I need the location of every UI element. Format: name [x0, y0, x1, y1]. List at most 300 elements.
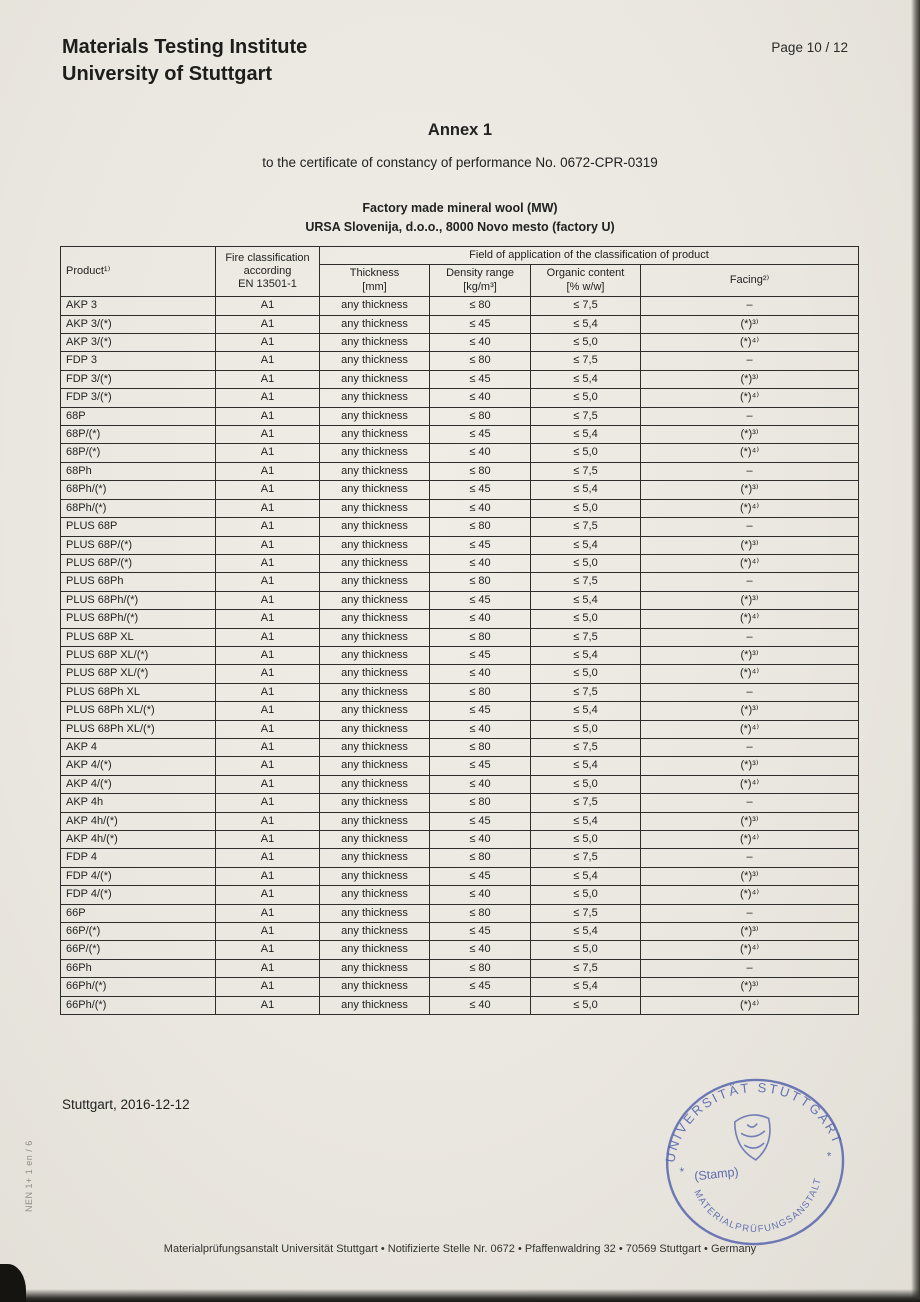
- thickness-cell: any thickness: [320, 297, 430, 315]
- table-row: [61, 996, 859, 1014]
- product-cell: 68Ph/(*): [61, 481, 216, 499]
- density-cell: ≤ 40: [430, 389, 531, 407]
- table-row: [61, 886, 859, 904]
- organic-content-cell: ≤ 5,4: [531, 923, 641, 941]
- stamp: [646, 1058, 864, 1264]
- product-cell: 68Ph/(*): [61, 499, 216, 517]
- product-cell: 68P/(*): [61, 444, 216, 462]
- footer-address: Materialprüfungsanstalt Universität Stuttgart • Notifizierte Stelle Nr. 0672 • Pfaffenwaldring 32 • 70569 Stuttgart • Germany: [163, 1243, 757, 1255]
- organic-content-cell: ≤ 5,4: [531, 481, 641, 499]
- organic-content-cell: ≤ 7,5: [531, 518, 641, 536]
- density-cell: ≤ 45: [430, 923, 531, 941]
- table-caption-line2: URSA Slovenija, d.o.o., 8000 Novo mesto (factory U): [305, 219, 615, 234]
- facing-cell: (*)⁴⁾: [641, 886, 859, 904]
- thickness-cell: any thickness: [320, 886, 430, 904]
- organic-content-cell: ≤ 7,5: [531, 297, 641, 315]
- organic-content-cell: ≤ 5,4: [531, 978, 641, 996]
- thickness-cell: any thickness: [320, 757, 430, 775]
- density-cell: ≤ 40: [430, 775, 531, 793]
- thickness-cell: any thickness: [320, 389, 430, 407]
- fire-header-line1: Fire classification: [225, 251, 310, 264]
- institute-name: [62, 34, 307, 88]
- facing-cell: –: [641, 462, 859, 480]
- density-cell: ≤ 45: [430, 702, 531, 720]
- fire-class-cell: A1: [216, 352, 320, 370]
- col-header-field-of-application: Field of application of the classification of product: [320, 247, 859, 265]
- table-row: [61, 904, 859, 922]
- facing-cell: (*)⁴⁾: [641, 389, 859, 407]
- stamp-center-label: (Stamp): [693, 1164, 740, 1184]
- organic-content-cell: ≤ 7,5: [531, 904, 641, 922]
- facing-cell: –: [641, 407, 859, 425]
- density-cell: ≤ 45: [430, 536, 531, 554]
- table-row: [61, 831, 859, 849]
- fire-class-cell: A1: [216, 499, 320, 517]
- organic-content-cell: ≤ 7,5: [531, 959, 641, 977]
- table-row: [61, 775, 859, 793]
- density-cell: ≤ 45: [430, 481, 531, 499]
- stamp-crest-icon: [734, 1113, 773, 1161]
- density-cell: ≤ 40: [430, 665, 531, 683]
- thickness-cell: any thickness: [320, 334, 430, 352]
- organic-content-cell: ≤ 5,0: [531, 499, 641, 517]
- table-row: [61, 554, 859, 572]
- table-row: [61, 941, 859, 959]
- facing-cell: –: [641, 518, 859, 536]
- scan-corner-artifact: [0, 1264, 26, 1302]
- facing-cell: (*)³⁾: [641, 978, 859, 996]
- thickness-header-line2: [mm]: [362, 280, 387, 293]
- col-header-density: [430, 265, 531, 297]
- table-header-row-1: [61, 247, 859, 265]
- organic-content-cell: ≤ 5,0: [531, 665, 641, 683]
- organic-content-cell: ≤ 5,0: [531, 996, 641, 1014]
- fire-class-cell: A1: [216, 554, 320, 572]
- organic-content-cell: ≤ 7,5: [531, 628, 641, 646]
- table-row: [61, 812, 859, 830]
- table-row: [61, 665, 859, 683]
- fire-class-cell: A1: [216, 573, 320, 591]
- density-cell: ≤ 80: [430, 297, 531, 315]
- thickness-cell: any thickness: [320, 573, 430, 591]
- density-cell: ≤ 45: [430, 646, 531, 664]
- table-row: [61, 757, 859, 775]
- product-cell: PLUS 68Ph/(*): [61, 591, 216, 609]
- organic-content-cell: ≤ 5,4: [531, 426, 641, 444]
- fire-class-cell: A1: [216, 775, 320, 793]
- product-cell: PLUS 68Ph/(*): [61, 610, 216, 628]
- table-row: [61, 389, 859, 407]
- fire-class-cell: A1: [216, 867, 320, 885]
- organic-content-cell: ≤ 5,0: [531, 389, 641, 407]
- facing-cell: (*)⁴⁾: [641, 334, 859, 352]
- organic-content-cell: ≤ 5,0: [531, 831, 641, 849]
- fire-class-cell: A1: [216, 297, 320, 315]
- fire-class-cell: A1: [216, 683, 320, 701]
- page-number: Page 10 / 12: [771, 40, 848, 55]
- thickness-cell: any thickness: [320, 444, 430, 462]
- thickness-cell: any thickness: [320, 959, 430, 977]
- facing-cell: (*)³⁾: [641, 315, 859, 333]
- product-cell: AKP 3: [61, 297, 216, 315]
- density-cell: ≤ 40: [430, 444, 531, 462]
- facing-cell: (*)³⁾: [641, 923, 859, 941]
- facing-cell: –: [641, 849, 859, 867]
- organic-content-cell: ≤ 7,5: [531, 352, 641, 370]
- thickness-cell: any thickness: [320, 683, 430, 701]
- table-row: [61, 334, 859, 352]
- organic-content-cell: ≤ 7,5: [531, 462, 641, 480]
- table-row: [61, 738, 859, 756]
- thickness-cell: any thickness: [320, 978, 430, 996]
- facing-cell: (*)⁴⁾: [641, 720, 859, 738]
- fire-class-cell: A1: [216, 665, 320, 683]
- organic-content-cell: ≤ 5,0: [531, 941, 641, 959]
- product-cell: 68P/(*): [61, 426, 216, 444]
- thickness-cell: any thickness: [320, 426, 430, 444]
- facing-cell: –: [641, 683, 859, 701]
- table-row: [61, 518, 859, 536]
- product-cell: PLUS 68Ph: [61, 573, 216, 591]
- density-cell: ≤ 80: [430, 518, 531, 536]
- facing-cell: (*)⁴⁾: [641, 610, 859, 628]
- fire-class-cell: A1: [216, 757, 320, 775]
- thickness-cell: any thickness: [320, 462, 430, 480]
- product-cell: PLUS 68P XL/(*): [61, 646, 216, 664]
- density-cell: ≤ 80: [430, 407, 531, 425]
- thickness-cell: any thickness: [320, 370, 430, 388]
- facing-cell: –: [641, 628, 859, 646]
- facing-cell: –: [641, 573, 859, 591]
- fire-class-cell: A1: [216, 941, 320, 959]
- density-cell: ≤ 45: [430, 426, 531, 444]
- thickness-cell: any thickness: [320, 775, 430, 793]
- stamp-star-right-icon: *: [826, 1149, 833, 1164]
- product-cell: FDP 4/(*): [61, 867, 216, 885]
- density-cell: ≤ 80: [430, 959, 531, 977]
- facing-cell: –: [641, 738, 859, 756]
- organic-content-cell: ≤ 5,0: [531, 610, 641, 628]
- organic-content-cell: ≤ 7,5: [531, 573, 641, 591]
- density-cell: ≤ 40: [430, 499, 531, 517]
- product-table: [60, 246, 859, 1015]
- organic-content-cell: ≤ 5,0: [531, 720, 641, 738]
- facing-cell: (*)³⁾: [641, 867, 859, 885]
- thickness-cell: any thickness: [320, 738, 430, 756]
- facing-cell: (*)³⁾: [641, 426, 859, 444]
- density-cell: ≤ 80: [430, 352, 531, 370]
- density-header-line2: [kg/m³]: [463, 280, 497, 293]
- fire-class-cell: A1: [216, 923, 320, 941]
- fire-class-cell: A1: [216, 462, 320, 480]
- density-cell: ≤ 40: [430, 554, 531, 572]
- col-header-fire-classification: [216, 247, 320, 297]
- product-cell: AKP 4h: [61, 794, 216, 812]
- fire-class-cell: A1: [216, 978, 320, 996]
- facing-cell: (*)³⁾: [641, 646, 859, 664]
- organic-content-cell: ≤ 5,4: [531, 812, 641, 830]
- product-cell: FDP 3: [61, 352, 216, 370]
- table-row: [61, 352, 859, 370]
- product-cell: 66Ph/(*): [61, 978, 216, 996]
- product-cell: AKP 4h/(*): [61, 831, 216, 849]
- density-cell: ≤ 45: [430, 867, 531, 885]
- stamp-star-left-icon: *: [678, 1164, 686, 1179]
- facing-cell: –: [641, 794, 859, 812]
- organic-content-cell: ≤ 5,0: [531, 334, 641, 352]
- fire-class-cell: A1: [216, 610, 320, 628]
- facing-cell: (*)⁴⁾: [641, 941, 859, 959]
- table-row: [61, 646, 859, 664]
- table-row: [61, 702, 859, 720]
- product-cell: 68P: [61, 407, 216, 425]
- organic-content-cell: ≤ 7,5: [531, 407, 641, 425]
- thickness-cell: any thickness: [320, 812, 430, 830]
- fire-class-cell: A1: [216, 996, 320, 1014]
- thickness-cell: any thickness: [320, 407, 430, 425]
- fire-header-line3: EN 13501-1: [238, 278, 297, 291]
- fire-class-cell: A1: [216, 315, 320, 333]
- facing-cell: (*)⁴⁾: [641, 554, 859, 572]
- product-cell: AKP 4/(*): [61, 757, 216, 775]
- product-cell: AKP 4/(*): [61, 775, 216, 793]
- thickness-cell: any thickness: [320, 554, 430, 572]
- facing-cell: (*)³⁾: [641, 757, 859, 775]
- thickness-cell: any thickness: [320, 867, 430, 885]
- fire-class-cell: A1: [216, 591, 320, 609]
- product-cell: AKP 3/(*): [61, 315, 216, 333]
- scan-margin-code: NEN 1+ 1 en / 6: [24, 1140, 34, 1212]
- organic-content-cell: ≤ 5,0: [531, 444, 641, 462]
- product-cell: PLUS 68P XL: [61, 628, 216, 646]
- table-row: [61, 407, 859, 425]
- facing-cell: (*)⁴⁾: [641, 665, 859, 683]
- product-cell: 66P: [61, 904, 216, 922]
- product-cell: PLUS 68P/(*): [61, 554, 216, 572]
- organic-content-cell: ≤ 5,4: [531, 757, 641, 775]
- table-row: [61, 794, 859, 812]
- thickness-cell: any thickness: [320, 996, 430, 1014]
- density-cell: ≤ 45: [430, 315, 531, 333]
- density-cell: ≤ 80: [430, 573, 531, 591]
- col-header-organic-content: [531, 265, 641, 297]
- table-caption: [0, 199, 920, 237]
- table-row: [61, 297, 859, 315]
- fire-header-line2: according: [243, 264, 292, 277]
- thickness-cell: any thickness: [320, 352, 430, 370]
- fire-class-cell: A1: [216, 738, 320, 756]
- facing-cell: (*)³⁾: [641, 370, 859, 388]
- table-row: [61, 867, 859, 885]
- product-cell: 66Ph: [61, 959, 216, 977]
- facing-cell: (*)⁴⁾: [641, 996, 859, 1014]
- fire-class-cell: A1: [216, 812, 320, 830]
- table-row: [61, 628, 859, 646]
- facing-cell: –: [641, 352, 859, 370]
- organic-content-cell: ≤ 5,4: [531, 370, 641, 388]
- density-cell: ≤ 45: [430, 591, 531, 609]
- density-cell: ≤ 45: [430, 812, 531, 830]
- product-cell: PLUS 68Ph XL: [61, 683, 216, 701]
- density-cell: ≤ 80: [430, 462, 531, 480]
- density-cell: ≤ 80: [430, 904, 531, 922]
- facing-cell: (*)³⁾: [641, 812, 859, 830]
- table-row: [61, 462, 859, 480]
- col-header-product: Product¹⁾: [61, 247, 216, 297]
- facing-cell: (*)³⁾: [641, 536, 859, 554]
- facing-cell: (*)³⁾: [641, 591, 859, 609]
- table-row: [61, 849, 859, 867]
- organic-content-cell: ≤ 5,0: [531, 886, 641, 904]
- density-header-line1: Density range: [446, 267, 514, 280]
- fire-class-cell: A1: [216, 426, 320, 444]
- density-cell: ≤ 40: [430, 334, 531, 352]
- annex-subtitle: to the certificate of constancy of performance No. 0672-CPR-0319: [262, 155, 658, 170]
- thickness-cell: any thickness: [320, 518, 430, 536]
- table-row: [61, 591, 859, 609]
- col-header-thickness: [320, 265, 430, 297]
- product-cell: 66Ph/(*): [61, 996, 216, 1014]
- institute-name-line1: Materials Testing Institute: [62, 36, 308, 58]
- density-cell: ≤ 40: [430, 886, 531, 904]
- thickness-cell: any thickness: [320, 536, 430, 554]
- fire-class-cell: A1: [216, 904, 320, 922]
- table-row: [61, 720, 859, 738]
- scan-edge-bottom: [0, 1289, 920, 1302]
- product-cell: FDP 3/(*): [61, 370, 216, 388]
- institute-name-line2: University of Stuttgart: [62, 63, 273, 85]
- product-cell: 68Ph: [61, 462, 216, 480]
- organic-content-cell: ≤ 7,5: [531, 738, 641, 756]
- thickness-cell: any thickness: [320, 499, 430, 517]
- product-cell: AKP 3/(*): [61, 334, 216, 352]
- fire-class-cell: A1: [216, 886, 320, 904]
- product-cell: AKP 4h/(*): [61, 812, 216, 830]
- density-cell: ≤ 45: [430, 978, 531, 996]
- organic-content-cell: ≤ 5,0: [531, 554, 641, 572]
- table-caption-line1: Factory made mineral wool (MW): [362, 201, 558, 215]
- fire-class-cell: A1: [216, 444, 320, 462]
- table-row: [61, 426, 859, 444]
- thickness-cell: any thickness: [320, 923, 430, 941]
- density-cell: ≤ 80: [430, 628, 531, 646]
- organic-content-cell: ≤ 5,4: [531, 591, 641, 609]
- product-cell: PLUS 68P/(*): [61, 536, 216, 554]
- scan-edge-right: [911, 0, 920, 1302]
- table-row: [61, 536, 859, 554]
- organic-content-cell: ≤ 5,4: [531, 315, 641, 333]
- facing-cell: (*)⁴⁾: [641, 831, 859, 849]
- product-cell: FDP 4: [61, 849, 216, 867]
- organic-content-cell: ≤ 7,5: [531, 849, 641, 867]
- thickness-cell: any thickness: [320, 665, 430, 683]
- fire-class-cell: A1: [216, 702, 320, 720]
- thickness-cell: any thickness: [320, 591, 430, 609]
- density-cell: ≤ 40: [430, 941, 531, 959]
- col-header-facing: Facing²⁾: [641, 265, 859, 297]
- organic-content-cell: ≤ 7,5: [531, 794, 641, 812]
- product-cell: AKP 4: [61, 738, 216, 756]
- density-cell: ≤ 80: [430, 683, 531, 701]
- product-table-container: [60, 246, 858, 1015]
- table-row: [61, 959, 859, 977]
- organic-content-cell: ≤ 5,0: [531, 775, 641, 793]
- thickness-header-line1: Thickness: [349, 267, 400, 280]
- fire-class-cell: A1: [216, 518, 320, 536]
- stamp-ring-top-text: UNIVERSITÄT STUTTGART: [662, 1079, 846, 1164]
- product-cell: PLUS 68P: [61, 518, 216, 536]
- table-row: [61, 610, 859, 628]
- density-cell: ≤ 45: [430, 757, 531, 775]
- thickness-cell: any thickness: [320, 315, 430, 333]
- fire-class-cell: A1: [216, 481, 320, 499]
- table-row: [61, 370, 859, 388]
- organic-content-cell: ≤ 5,4: [531, 702, 641, 720]
- thickness-cell: any thickness: [320, 794, 430, 812]
- organic-content-cell: ≤ 5,4: [531, 646, 641, 664]
- thickness-cell: any thickness: [320, 610, 430, 628]
- fire-class-cell: A1: [216, 407, 320, 425]
- table-row: [61, 573, 859, 591]
- product-cell: PLUS 68P XL/(*): [61, 665, 216, 683]
- table-row: [61, 315, 859, 333]
- density-cell: ≤ 40: [430, 610, 531, 628]
- product-cell: 66P/(*): [61, 923, 216, 941]
- thickness-cell: any thickness: [320, 481, 430, 499]
- density-cell: ≤ 40: [430, 831, 531, 849]
- density-cell: ≤ 80: [430, 738, 531, 756]
- thickness-cell: any thickness: [320, 831, 430, 849]
- density-cell: ≤ 80: [430, 794, 531, 812]
- fire-class-cell: A1: [216, 646, 320, 664]
- facing-cell: (*)⁴⁾: [641, 444, 859, 462]
- product-cell: FDP 4/(*): [61, 886, 216, 904]
- thickness-cell: any thickness: [320, 941, 430, 959]
- fire-class-cell: A1: [216, 720, 320, 738]
- thickness-cell: any thickness: [320, 849, 430, 867]
- stamp-seal: [646, 1058, 864, 1264]
- organic-header-line1: Organic content: [546, 267, 625, 280]
- density-cell: ≤ 80: [430, 849, 531, 867]
- stamp-ring-bottom-text: MATERIALPRÜFUNGSANSTALT: [691, 1176, 824, 1236]
- fire-class-cell: A1: [216, 794, 320, 812]
- facing-cell: (*)⁴⁾: [641, 775, 859, 793]
- thickness-cell: any thickness: [320, 904, 430, 922]
- product-table-body: [61, 297, 859, 1015]
- thickness-cell: any thickness: [320, 628, 430, 646]
- thickness-cell: any thickness: [320, 720, 430, 738]
- table-row: [61, 444, 859, 462]
- density-cell: ≤ 45: [430, 370, 531, 388]
- table-row: [61, 481, 859, 499]
- fire-class-cell: A1: [216, 370, 320, 388]
- density-cell: ≤ 40: [430, 996, 531, 1014]
- facing-cell: (*)³⁾: [641, 702, 859, 720]
- product-cell: 66P/(*): [61, 941, 216, 959]
- date-line: Stuttgart, 2016-12-12: [62, 1097, 190, 1112]
- fire-class-cell: A1: [216, 831, 320, 849]
- thickness-cell: any thickness: [320, 646, 430, 664]
- organic-content-cell: ≤ 7,5: [531, 683, 641, 701]
- fire-class-cell: A1: [216, 536, 320, 554]
- facing-cell: –: [641, 959, 859, 977]
- fire-class-cell: A1: [216, 334, 320, 352]
- product-cell: PLUS 68Ph XL/(*): [61, 702, 216, 720]
- thickness-cell: any thickness: [320, 702, 430, 720]
- table-row: [61, 923, 859, 941]
- product-cell: FDP 3/(*): [61, 389, 216, 407]
- facing-cell: –: [641, 297, 859, 315]
